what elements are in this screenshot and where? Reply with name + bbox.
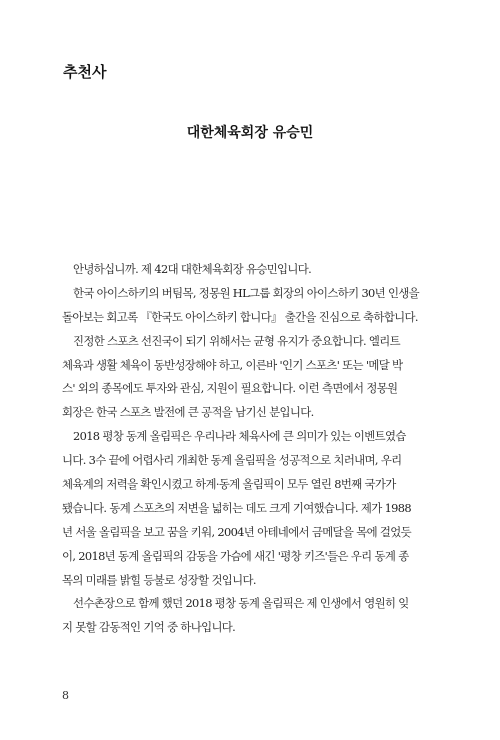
text-line: 체육과 생활 체육이 동반성장해야 하고, 이른바 '인기 스포츠' 또는 '메달 박 xyxy=(62,357,403,372)
text-line: 이, 2018년 동계 올림픽의 감동을 가슴에 새긴 '평창 키즈'들은 우리 동계 종 xyxy=(62,548,409,563)
text-line: 선수촌장으로 함께 했던 2018 평창 동계 올림픽은 제 인생에서 영원히 잊 xyxy=(73,596,409,611)
text-line: 니다. 3수 끝에 어렵사리 개최한 동계 올림픽을 성공적으로 치러내며, 우리 xyxy=(62,453,402,468)
page-number: 8 xyxy=(62,689,69,702)
text-line: 돌아보는 회고록 『한국도 아이스하키 합니다』 출간을 진심으로 축하합니다. xyxy=(62,309,418,324)
text-line: 2018 평창 동계 올림픽은 우리나라 체육사에 큰 의미가 있는 이벤트였습 xyxy=(73,429,406,444)
text-line: 한국 아이스하키의 버팀목, 정몽원 HL그룹 회장의 아이스하키 30년 인생을 xyxy=(73,285,420,300)
text-line: 스' 외의 종목에도 투자와 관심, 지원이 필요합니다. 이런 측면에서 정몽원 xyxy=(62,381,398,396)
author-heading: 대한체육회장 유승민 xyxy=(186,125,314,141)
text-line: 됐습니다. 동계 스포츠의 저변을 넓히는 데도 크게 기여했습니다. 제가 1988 xyxy=(62,500,411,515)
text-line: 년 서울 올림픽을 보고 꿈을 키워, 2004년 아테네에서 금메달을 목에 걸었듯 xyxy=(62,524,411,539)
text-line: 체육계의 저력을 확인시켰고 하계·동계 올림픽이 모두 열린 8번째 국가가 xyxy=(62,477,396,492)
text-line: 지 못할 감동적인 기억 중 하나입니다. xyxy=(62,620,236,635)
text-line: 목의 미래를 밝힐 등불로 성장할 것입니다. xyxy=(62,572,256,587)
text-line: 안녕하십니까. 제 42대 대한체육회장 유승민입니다. xyxy=(73,262,312,276)
section-label: 추천사 xyxy=(63,63,107,81)
body-text xyxy=(62,258,448,640)
text-line: 진정한 스포츠 선진국이 되기 위해서는 균형 유지가 중요합니다. 엘리트 xyxy=(73,333,400,348)
text-line: 회장은 한국 스포츠 발전에 큰 공적을 남기신 분입니다. xyxy=(62,405,314,420)
